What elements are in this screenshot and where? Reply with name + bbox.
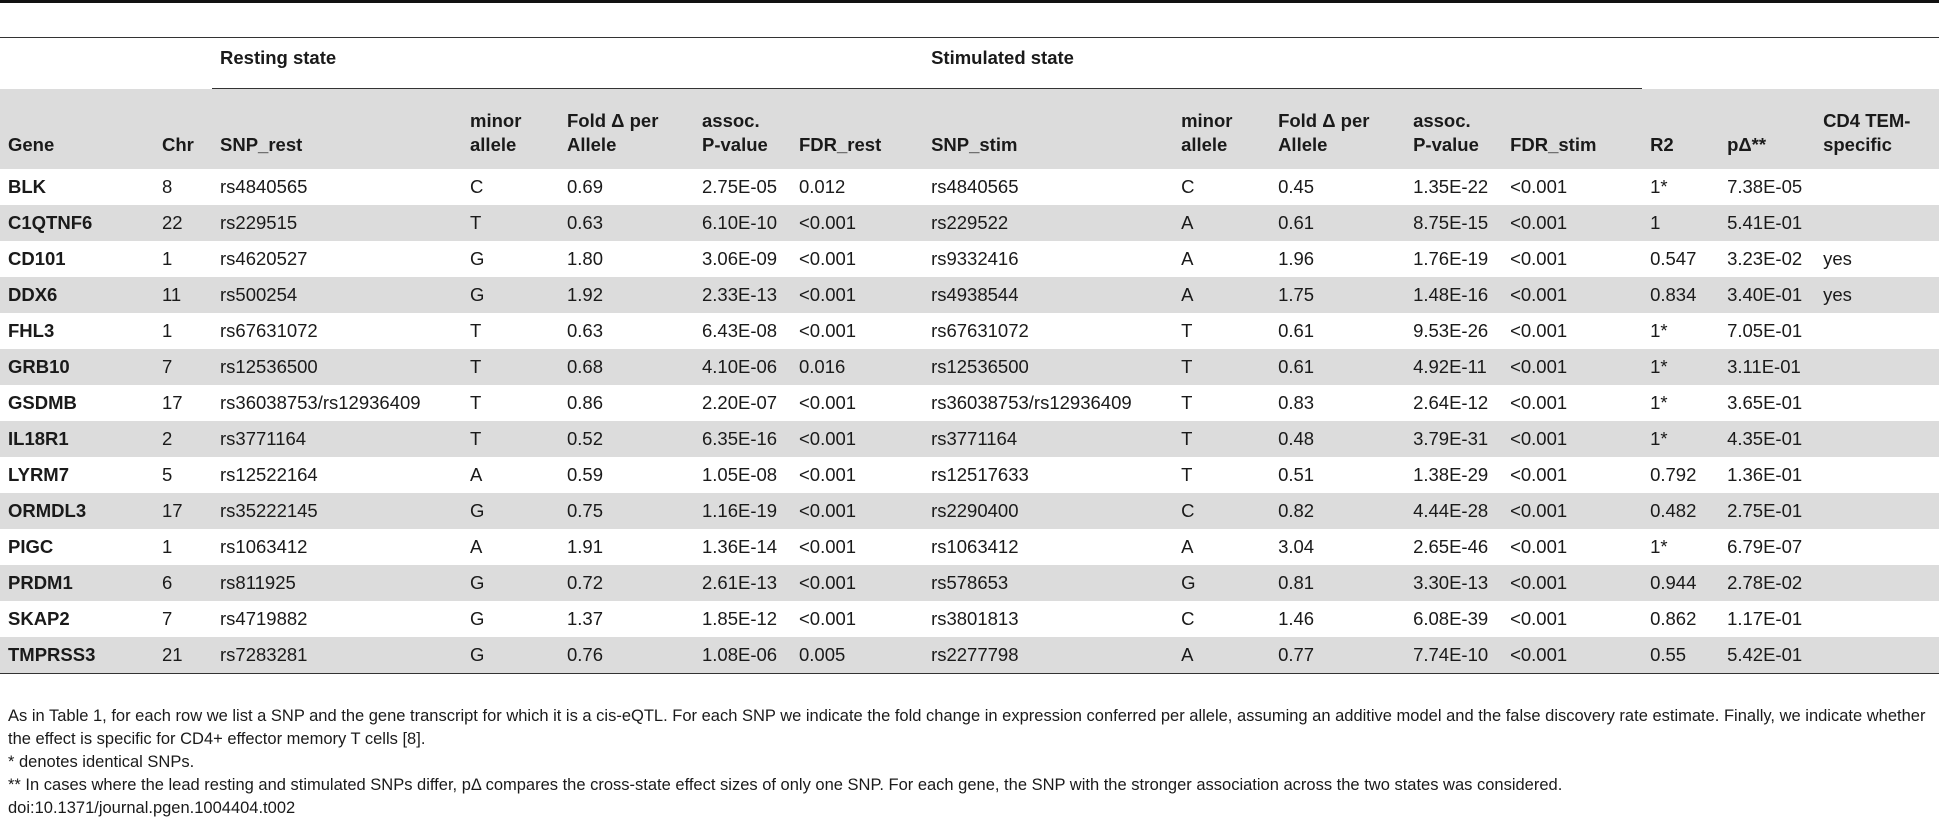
gene-cell: FHL3	[8, 320, 55, 341]
table-cell: 1.92	[559, 277, 694, 313]
table-row	[0, 349, 1939, 385]
table-cell	[1815, 493, 1939, 529]
table-cell: rs12536500	[923, 349, 1173, 385]
table-cell: 0.86	[567, 392, 604, 413]
gene-cell: SKAP2	[8, 608, 70, 629]
table-cell: <0.001	[1510, 392, 1568, 413]
gene-cell: CD101	[8, 248, 66, 269]
table-cell: <0.001	[799, 608, 857, 629]
table-cell: <0.001	[799, 536, 857, 557]
column-header: SNP_rest	[212, 89, 462, 170]
table-cell: rs4620527	[220, 248, 308, 269]
table-cell: 1.91	[567, 536, 604, 557]
table-cell: <0.001	[799, 320, 857, 341]
table-cell: rs500254	[212, 277, 462, 313]
table-cell: C	[470, 176, 484, 197]
table-cell: 0.45	[1278, 176, 1315, 197]
table-cell: 1.16E-19	[694, 493, 791, 529]
gene-cell: TMPRSS3	[0, 637, 154, 673]
bottom-rule	[0, 673, 1939, 674]
table-cell: T	[1181, 392, 1193, 413]
table-cell	[1815, 565, 1939, 601]
table-cell: A	[1173, 205, 1270, 241]
table-cell: 3.30E-13	[1405, 565, 1502, 601]
table-cell: 0.792	[1650, 464, 1697, 485]
table-row	[0, 313, 1939, 349]
table-row	[0, 637, 1939, 673]
column-header: Gene	[0, 89, 154, 170]
table-cell	[1815, 457, 1939, 493]
table-cell: 1	[162, 320, 173, 341]
top-rule	[0, 0, 1939, 3]
group-header-row	[0, 38, 1939, 89]
table-cell: A	[1173, 637, 1270, 673]
table-cell: yes	[1823, 248, 1852, 269]
table-cell: rs36038753/rs12936409	[220, 392, 421, 413]
table-cell: 1.96	[1278, 248, 1315, 269]
table-cell: 1*	[1642, 421, 1719, 457]
table-cell: 1.48E-16	[1405, 277, 1502, 313]
table-cell: T	[470, 320, 482, 341]
table-cell: 1.46	[1278, 608, 1315, 629]
table-cell: 2.78E-02	[1719, 565, 1815, 601]
table-cell: rs67631072	[220, 320, 318, 341]
table-cell: G	[462, 637, 559, 673]
table-cell: 4.10E-06	[694, 349, 791, 385]
table-cell: <0.001	[1502, 565, 1642, 601]
table-cell: 0.016	[791, 349, 923, 385]
table-cell: <0.001	[791, 421, 923, 457]
table-cell: 0.69	[567, 176, 604, 197]
table-cell: T	[1181, 464, 1193, 485]
table-cell: rs4840565	[931, 176, 1019, 197]
gene-cell: C1QTNF6	[0, 205, 154, 241]
table-cell: 0.61	[1270, 349, 1405, 385]
stimulated-state-header: Stimulated state	[923, 38, 1642, 89]
table-cell: 7	[162, 608, 173, 629]
table-cell: rs2277798	[923, 637, 1173, 673]
column-header: FDR_rest	[791, 89, 923, 170]
gene-cell: PIGC	[8, 536, 54, 557]
table-cell: 3.04	[1278, 536, 1315, 557]
table-cell: <0.001	[1502, 205, 1642, 241]
table-cell: 1.08E-06	[694, 637, 791, 673]
table-cell: 1.37	[567, 608, 604, 629]
table-cell: G	[462, 277, 559, 313]
table-cell: <0.001	[1502, 349, 1642, 385]
table-cell: 8.75E-15	[1405, 205, 1502, 241]
table-cell: T	[462, 421, 559, 457]
table-cell: 0.55	[1642, 637, 1719, 673]
table-cell: 0.005	[791, 637, 923, 673]
column-header: pΔ**	[1719, 89, 1815, 170]
table-cell: T	[470, 392, 482, 413]
table-cell: 1*	[1650, 176, 1668, 197]
table-cell: <0.001	[1502, 277, 1642, 313]
table-cell	[1815, 601, 1939, 637]
table-row	[0, 493, 1939, 529]
table-footnotes	[8, 705, 1928, 820]
table-cell: 6.35E-16	[694, 421, 791, 457]
table-cell: C	[1181, 176, 1195, 197]
table-cell: 0.75	[559, 493, 694, 529]
footnote-p-delta: ** In cases where the lead resting and stimulated SNPs differ, pΔ compares the cross-state effect sizes of only one SNP. For each gene, the SNP with the stronger association across the two states was considered.	[8, 776, 1563, 794]
table-cell: rs4719882	[220, 608, 308, 629]
table-cell: 2.61E-13	[694, 565, 791, 601]
table-cell: T	[1173, 421, 1270, 457]
table-cell: 0.834	[1642, 277, 1719, 313]
table-cell: 0.68	[559, 349, 694, 385]
table-cell: 2.75E-01	[1719, 493, 1815, 529]
table-cell: rs35222145	[212, 493, 462, 529]
table-cell: <0.001	[1510, 608, 1568, 629]
table-cell: rs12517633	[931, 464, 1029, 485]
table-cell: 0.63	[567, 320, 604, 341]
table-cell: <0.001	[1502, 493, 1642, 529]
table-cell: rs3771164	[212, 421, 462, 457]
table-cell	[1815, 421, 1939, 457]
footnote-description: As in Table 1, for each row we list a SNP and the gene transcript for which it is a cis-eQTL. For each SNP we indicate the fold change in expression conferred per allele, assuming an additive model and the false discovery rate estimate. Finally, we indicate whether the effect is specific for CD4+ effector memory T cells [8].	[8, 707, 1926, 748]
table-cell: A	[470, 536, 483, 557]
table-cell: 2.20E-07	[702, 392, 778, 413]
table-cell: 1*	[1642, 349, 1719, 385]
gene-cell: PRDM1	[0, 565, 154, 601]
table-cell: 5	[162, 464, 173, 485]
table-cell: 0.76	[559, 637, 694, 673]
table-row	[0, 277, 1939, 313]
table-cell: 0.72	[559, 565, 694, 601]
table-cell: A	[470, 464, 483, 485]
table-cell: 3.79E-31	[1405, 421, 1502, 457]
table-cell: 7.05E-01	[1727, 320, 1803, 341]
table-cell: rs3771164	[923, 421, 1173, 457]
table-cell: T	[462, 349, 559, 385]
table-cell: 1.35E-22	[1413, 176, 1489, 197]
table-cell: 8	[162, 176, 173, 197]
table-row	[0, 385, 1939, 421]
table-cell: <0.001	[1502, 421, 1642, 457]
table-cell: <0.001	[1510, 464, 1568, 485]
table-cell: rs229522	[923, 205, 1173, 241]
table-cell: yes	[1815, 277, 1939, 313]
table-cell: <0.001	[799, 248, 857, 269]
table-cell: 1.36E-01	[1727, 464, 1803, 485]
table-row	[0, 457, 1939, 493]
table-cell: 9.53E-26	[1413, 320, 1489, 341]
table-cell: 2.33E-13	[694, 277, 791, 313]
table-cell: 4.92E-11	[1405, 349, 1502, 385]
table-cell: rs578653	[923, 565, 1173, 601]
table-cell: 3.11E-01	[1719, 349, 1815, 385]
table-cell: 4.35E-01	[1719, 421, 1815, 457]
table-cell: 2	[154, 421, 212, 457]
table-cell: A	[1181, 536, 1194, 557]
footnote-identical-snps: * denotes identical SNPs.	[8, 753, 195, 771]
table-cell: 22	[154, 205, 212, 241]
table-cell: <0.001	[799, 392, 857, 413]
table-cell: 1*	[1650, 320, 1668, 341]
table-cell: 0.81	[1270, 565, 1405, 601]
column-header: minor allele	[1173, 89, 1270, 170]
table-cell: G	[1173, 565, 1270, 601]
resting-state-header: Resting state	[212, 38, 923, 89]
table-cell	[1815, 385, 1939, 421]
table-cell: 2.75E-05	[702, 176, 778, 197]
table-cell: <0.001	[1510, 536, 1568, 557]
gene-cell: GSDMB	[8, 392, 77, 413]
column-header: assoc. P-value	[694, 89, 791, 170]
table-cell: <0.001	[791, 205, 923, 241]
table-cell: rs12536500	[212, 349, 462, 385]
table-cell: <0.001	[791, 277, 923, 313]
column-header: Fold Δ per Allele	[559, 89, 694, 170]
table-cell: <0.001	[799, 464, 857, 485]
table-cell: rs4938544	[923, 277, 1173, 313]
table-cell: <0.001	[791, 565, 923, 601]
eqtl-table	[0, 38, 1939, 673]
table-cell: 2.64E-12	[1413, 392, 1489, 413]
table-cell: 6	[154, 565, 212, 601]
table-container	[0, 37, 1939, 674]
column-header: R2	[1642, 89, 1719, 170]
table-cell: rs9332416	[931, 248, 1019, 269]
gene-cell: DDX6	[0, 277, 154, 313]
table-cell: G	[462, 565, 559, 601]
table-cell: G	[462, 493, 559, 529]
column-header: FDR_stim	[1502, 89, 1642, 170]
table-cell: 1.80	[567, 248, 604, 269]
table-cell: rs229515	[212, 205, 462, 241]
table-cell	[1815, 313, 1939, 349]
table-cell: C	[1181, 608, 1195, 629]
table-cell: 7.74E-10	[1405, 637, 1502, 673]
column-header: Chr	[154, 89, 212, 170]
table-cell: 3.65E-01	[1727, 392, 1803, 413]
table-row	[0, 601, 1939, 637]
table-row	[0, 205, 1939, 241]
table-cell: 17	[162, 392, 183, 413]
table-cell: 6.43E-08	[702, 320, 778, 341]
table-cell: 1.85E-12	[702, 608, 778, 629]
table-cell: A	[1181, 248, 1194, 269]
table-cell: 4.44E-28	[1405, 493, 1502, 529]
table-cell: 5.42E-01	[1719, 637, 1815, 673]
table-cell: 21	[154, 637, 212, 673]
table-cell	[1815, 637, 1939, 673]
table-cell: 0.83	[1278, 392, 1315, 413]
table-cell: 1	[1642, 205, 1719, 241]
table-cell: 1.75	[1270, 277, 1405, 313]
table-cell: 0.547	[1650, 248, 1697, 269]
table-cell: 1.36E-14	[702, 536, 778, 557]
table-cell: 1*	[1650, 536, 1668, 557]
table-cell: 1.38E-29	[1413, 464, 1489, 485]
table-cell: rs811925	[212, 565, 462, 601]
table-cell: 0.482	[1642, 493, 1719, 529]
column-header: SNP_stim	[923, 89, 1173, 170]
table-cell: 7	[154, 349, 212, 385]
gene-cell: ORMDL3	[0, 493, 154, 529]
table-cell: rs12522164	[220, 464, 318, 485]
table-cell: T	[1181, 320, 1193, 341]
table-row	[0, 241, 1939, 277]
table-cell: 6.79E-07	[1727, 536, 1803, 557]
gene-cell: IL18R1	[0, 421, 154, 457]
doi: doi:10.1371/journal.pgen.1004404.t002	[8, 799, 296, 817]
table-cell: rs1063412	[931, 536, 1019, 557]
table-cell: <0.001	[1510, 176, 1568, 197]
table-cell: 6.08E-39	[1413, 608, 1489, 629]
table-cell: 0.61	[1278, 320, 1315, 341]
table-cell: 0.61	[1270, 205, 1405, 241]
table-cell: <0.001	[1510, 320, 1568, 341]
table-cell: A	[1173, 277, 1270, 313]
table-cell: 7.38E-05	[1727, 176, 1803, 197]
table-cell: 0.77	[1270, 637, 1405, 673]
column-header: CD4 TEM-specific	[1815, 89, 1939, 170]
table-cell: T	[462, 205, 559, 241]
table-cell: 1	[162, 536, 173, 557]
column-header-row	[0, 89, 1939, 170]
table-cell: 3.06E-09	[702, 248, 778, 269]
table-cell: rs4840565	[220, 176, 308, 197]
table-cell: 0.944	[1642, 565, 1719, 601]
table-cell: <0.001	[1510, 248, 1568, 269]
table-cell: 0.862	[1650, 608, 1697, 629]
table-cell: 0.012	[799, 176, 846, 197]
table-cell: rs1063412	[220, 536, 308, 557]
table-cell: 0.51	[1278, 464, 1315, 485]
table-cell: 0.59	[567, 464, 604, 485]
table-row	[0, 169, 1939, 205]
column-header: assoc. P-value	[1405, 89, 1502, 170]
table-cell: 1*	[1650, 392, 1668, 413]
table-cell: 1.17E-01	[1727, 608, 1803, 629]
table-body	[0, 169, 1939, 673]
gene-cell: LYRM7	[8, 464, 70, 485]
column-header: minor allele	[462, 89, 559, 170]
table-cell	[1815, 169, 1939, 205]
table-cell: 5.41E-01	[1719, 205, 1815, 241]
column-header: Fold Δ per Allele	[1270, 89, 1405, 170]
table-cell: 3.40E-01	[1719, 277, 1815, 313]
table-cell: 1.76E-19	[1413, 248, 1489, 269]
table-cell: rs7283281	[212, 637, 462, 673]
table-cell: rs67631072	[931, 320, 1029, 341]
table-cell: rs2290400	[923, 493, 1173, 529]
table-cell: T	[1173, 349, 1270, 385]
table-cell: 2.65E-46	[1413, 536, 1489, 557]
table-row	[0, 565, 1939, 601]
table-cell: 6.10E-10	[694, 205, 791, 241]
table-row	[0, 529, 1939, 565]
table-cell: 0.52	[559, 421, 694, 457]
table-cell: 11	[154, 277, 212, 313]
gene-cell: BLK	[8, 176, 47, 197]
table-cell: <0.001	[1502, 637, 1642, 673]
table-cell: 0.63	[559, 205, 694, 241]
table-cell: C	[1173, 493, 1270, 529]
table-cell: rs36038753/rs12936409	[931, 392, 1132, 413]
table-cell: 3.23E-02	[1727, 248, 1803, 269]
table-cell: 0.48	[1270, 421, 1405, 457]
table-cell	[1815, 349, 1939, 385]
table-cell: 0.82	[1270, 493, 1405, 529]
gene-cell: GRB10	[0, 349, 154, 385]
table-cell	[1815, 529, 1939, 565]
table-row	[0, 421, 1939, 457]
table-cell: <0.001	[791, 493, 923, 529]
table-cell: G	[470, 608, 485, 629]
table-cell: 17	[154, 493, 212, 529]
table-cell: rs3801813	[931, 608, 1019, 629]
table-cell: G	[470, 248, 485, 269]
table-cell	[1815, 205, 1939, 241]
table-cell: 1	[162, 248, 173, 269]
table-cell: 1.05E-08	[702, 464, 778, 485]
